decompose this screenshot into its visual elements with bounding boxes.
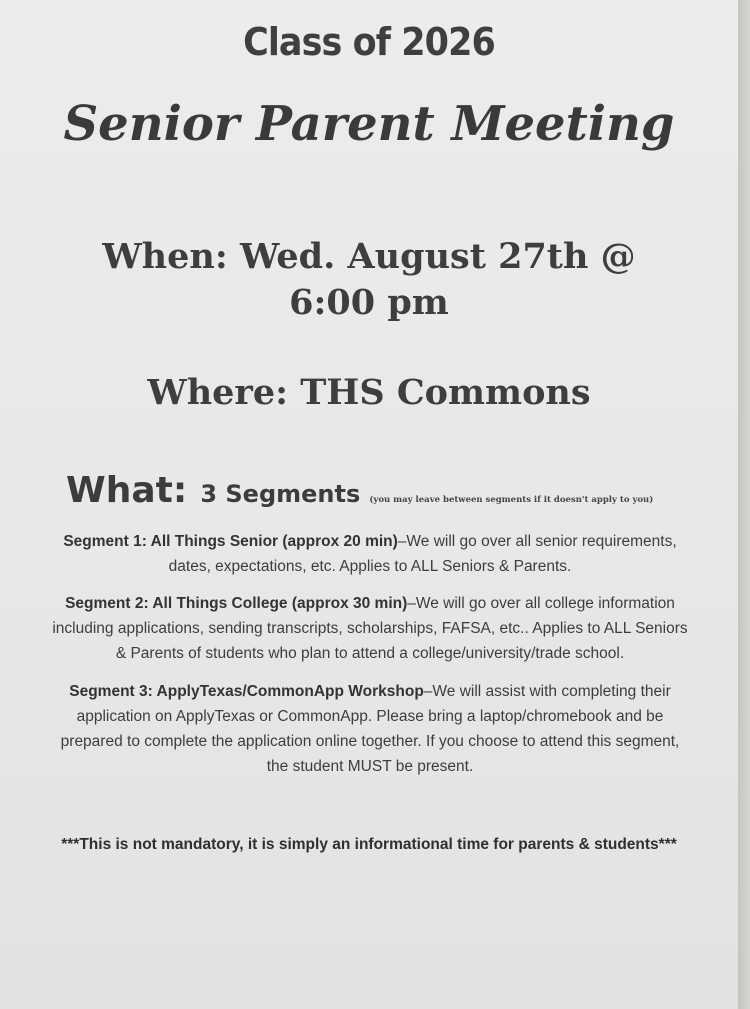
segment-1-text: –We will go over all senior requirements, dates, expectations, etc. Applies to ALL Seniors & Parents.	[168, 533, 677, 575]
meeting-title: Senior Parent Meeting	[63, 96, 675, 152]
class-title: Class of 2026	[243, 20, 495, 64]
segment-3-paragraph	[52, 679, 688, 779]
what-row	[66, 470, 726, 511]
what-note: (you may leave between segments if it doesn't apply to you)	[369, 495, 654, 505]
segment-3-lead: Segment 3: ApplyTexas/CommonApp Workshop	[69, 683, 424, 700]
when-line-1: When: Wed. August 27th @	[102, 236, 636, 277]
footer-note: ***This is not mandatory, it is simply an informational time for parents & students***	[61, 836, 677, 853]
segment-2-lead: Segment 2: All Things College (approx 30 min)	[65, 595, 408, 612]
segment-1-paragraph	[52, 529, 688, 579]
what-segments-label: 3 Segments	[200, 480, 361, 508]
when-line-2: 6:00 pm	[289, 282, 449, 323]
where-line: Where: THS Commons	[147, 372, 591, 413]
segment-3-text: –We will assist with completing their application on ApplyTexas or CommonApp. Please bring a laptop/chromebook and be prepared to complete the application online together. If you choose to attend this segment, the student MUST be present.	[60, 683, 680, 775]
segment-2-text: –We will go over all college information including applications, sending transcripts, scholarships, FAFSA, etc.. Applies to ALL Seniors & Parents of students who plan to attend a college/university/trade school.	[52, 595, 688, 662]
segment-1-lead: Segment 1: All Things Senior (approx 20 min)	[63, 533, 398, 550]
segment-2-paragraph	[52, 591, 688, 666]
background-edge	[738, 0, 750, 1009]
what-label: What:	[66, 470, 188, 511]
